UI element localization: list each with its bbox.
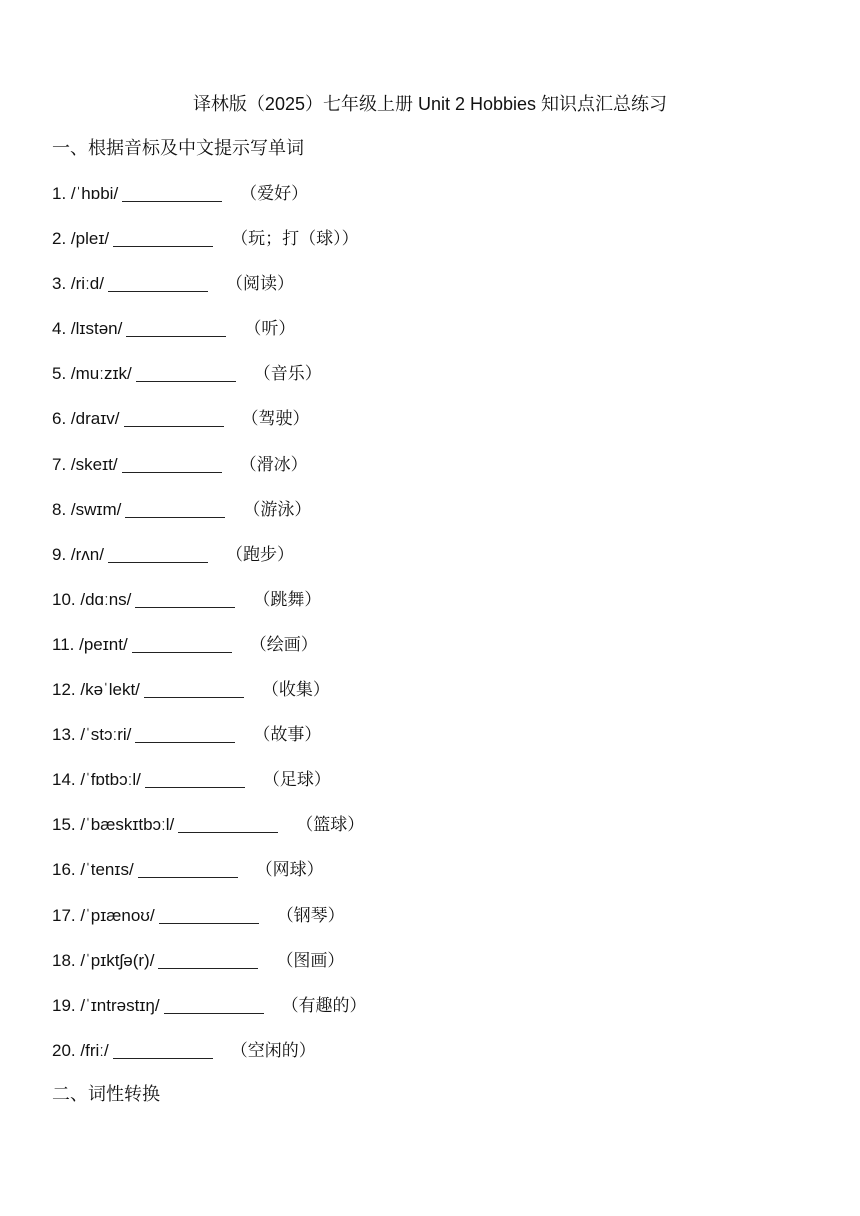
item-hint: （有趣的） xyxy=(281,995,367,1016)
item-phonetic: /swɪm/ xyxy=(70,499,122,519)
answer-blank[interactable] xyxy=(124,406,224,427)
exercise-item xyxy=(52,1038,812,1083)
item-phonetic: /friː/ xyxy=(80,1040,109,1060)
answer-blank[interactable] xyxy=(132,632,232,653)
item-hint: （足球） xyxy=(262,770,331,791)
exercise-item xyxy=(52,857,812,902)
item-phonetic: /ˈɪntrəstɪŋ/ xyxy=(80,995,160,1015)
item-phonetic: /ˈhɒbi/ xyxy=(70,184,119,203)
item-phonetic: /ˈtenɪs/ xyxy=(80,860,134,880)
exercise-item xyxy=(52,271,812,316)
item-number: 13. xyxy=(52,725,76,745)
item-number: 18. xyxy=(52,950,76,970)
answer-blank[interactable] xyxy=(144,677,244,698)
item-hint: （爱好） xyxy=(240,184,309,204)
item-phonetic: /riːd/ xyxy=(70,274,104,294)
item-number: 5. xyxy=(52,364,67,384)
exercise-item xyxy=(52,632,812,677)
item-hint: （听） xyxy=(244,319,296,340)
item-hint: （网球） xyxy=(255,860,324,881)
answer-blank[interactable] xyxy=(145,767,245,788)
answer-blank[interactable] xyxy=(113,1038,213,1059)
answer-blank[interactable] xyxy=(159,903,259,924)
exercise-item xyxy=(52,361,812,406)
item-number: 10. xyxy=(52,589,76,609)
item-phonetic: /muːzɪk/ xyxy=(70,364,132,384)
item-hint: （玩；打（球）） xyxy=(231,229,359,250)
answer-blank[interactable] xyxy=(135,587,235,608)
exercise-item xyxy=(52,587,812,632)
item-hint: （驾驶） xyxy=(241,409,310,430)
answer-blank[interactable] xyxy=(122,452,222,473)
item-hint: （空闲的） xyxy=(230,1040,316,1061)
item-phonetic: /ˈfɒtbɔːl/ xyxy=(80,770,141,790)
item-phonetic: /lɪstən/ xyxy=(70,319,123,339)
exercise-item xyxy=(52,903,812,948)
exercise-item xyxy=(52,316,812,361)
item-hint: （跑步） xyxy=(225,544,294,565)
item-phonetic: /dɑːns/ xyxy=(80,589,132,609)
item-number: 15. xyxy=(52,815,76,835)
item-phonetic: /draɪv/ xyxy=(70,409,120,429)
item-phonetic: /pleɪ/ xyxy=(70,229,110,249)
exercise-item xyxy=(52,542,812,587)
exercise-item xyxy=(52,722,812,767)
item-number: 11. xyxy=(52,634,75,654)
item-hint: （阅读） xyxy=(225,274,294,295)
section-heading-2: 二、词性转换 xyxy=(52,1084,160,1105)
item-phonetic: /ˈstɔːri/ xyxy=(80,725,132,745)
item-phonetic: /rʌn/ xyxy=(70,544,104,564)
item-hint: （滑冰） xyxy=(239,454,308,475)
item-hint: （绘画） xyxy=(249,634,318,655)
answer-blank[interactable] xyxy=(113,226,213,247)
exercise-item xyxy=(52,993,812,1038)
exercise-item xyxy=(52,452,812,497)
exercise-item xyxy=(52,497,812,542)
item-phonetic: /kəˈlekt/ xyxy=(80,680,140,700)
exercise-item xyxy=(52,767,812,812)
item-number: 2. xyxy=(52,229,67,249)
exercise-item xyxy=(52,948,812,993)
item-number: 7. xyxy=(52,454,67,474)
exercise-item xyxy=(52,226,812,271)
answer-blank[interactable] xyxy=(138,857,238,878)
item-hint: （篮球） xyxy=(296,815,365,836)
item-number: 14. xyxy=(52,770,76,790)
item-hint: （收集） xyxy=(261,680,330,701)
item-number: 4. xyxy=(52,319,67,339)
answer-blank[interactable] xyxy=(158,948,258,969)
item-hint: （音乐） xyxy=(253,364,322,385)
exercise-item xyxy=(52,812,812,857)
page-title: 译林版（2025）七年级上册 Unit 2 Hobbies 知识点汇总练习 xyxy=(192,94,668,114)
item-hint: （钢琴） xyxy=(276,905,345,926)
answer-blank[interactable] xyxy=(136,361,236,382)
answer-blank[interactable] xyxy=(108,271,208,292)
item-number: 17. xyxy=(52,905,76,925)
section-heading-1: 一、根据音标及中文提示写单词 xyxy=(52,138,304,159)
item-number: 19. xyxy=(52,995,76,1015)
item-hint: （跳舞） xyxy=(253,589,322,610)
answer-blank[interactable] xyxy=(178,812,278,833)
item-hint: （游泳） xyxy=(243,499,312,520)
item-hint: （故事） xyxy=(253,725,322,746)
item-number: 12. xyxy=(52,680,76,700)
item-number: 20. xyxy=(52,1040,76,1060)
item-phonetic: /peɪnt/ xyxy=(79,634,128,654)
item-number: 9. xyxy=(52,544,67,564)
item-number: 3. xyxy=(52,274,67,294)
answer-blank[interactable] xyxy=(135,722,235,743)
item-phonetic: /ˈbæskɪtbɔːl/ xyxy=(80,815,175,835)
answer-blank[interactable] xyxy=(126,316,226,337)
item-number: 16. xyxy=(52,860,76,880)
answer-blank[interactable] xyxy=(108,542,208,563)
item-phonetic: /ˈpɪktʃə(r)/ xyxy=(80,950,155,970)
item-phonetic: /skeɪt/ xyxy=(70,454,118,474)
answer-blank[interactable] xyxy=(164,993,264,1014)
item-number: 8. xyxy=(52,499,67,519)
item-number: 1. xyxy=(52,184,67,203)
exercise-item xyxy=(52,677,812,722)
item-number: 6. xyxy=(52,409,67,429)
exercise-list xyxy=(52,181,812,1083)
item-hint: （图画） xyxy=(276,950,345,971)
answer-blank[interactable] xyxy=(125,497,225,518)
item-phonetic: /ˈpɪænoʊ/ xyxy=(80,905,155,925)
exercise-item xyxy=(52,406,812,451)
exercise-item xyxy=(52,181,812,226)
answer-blank[interactable] xyxy=(122,181,222,202)
